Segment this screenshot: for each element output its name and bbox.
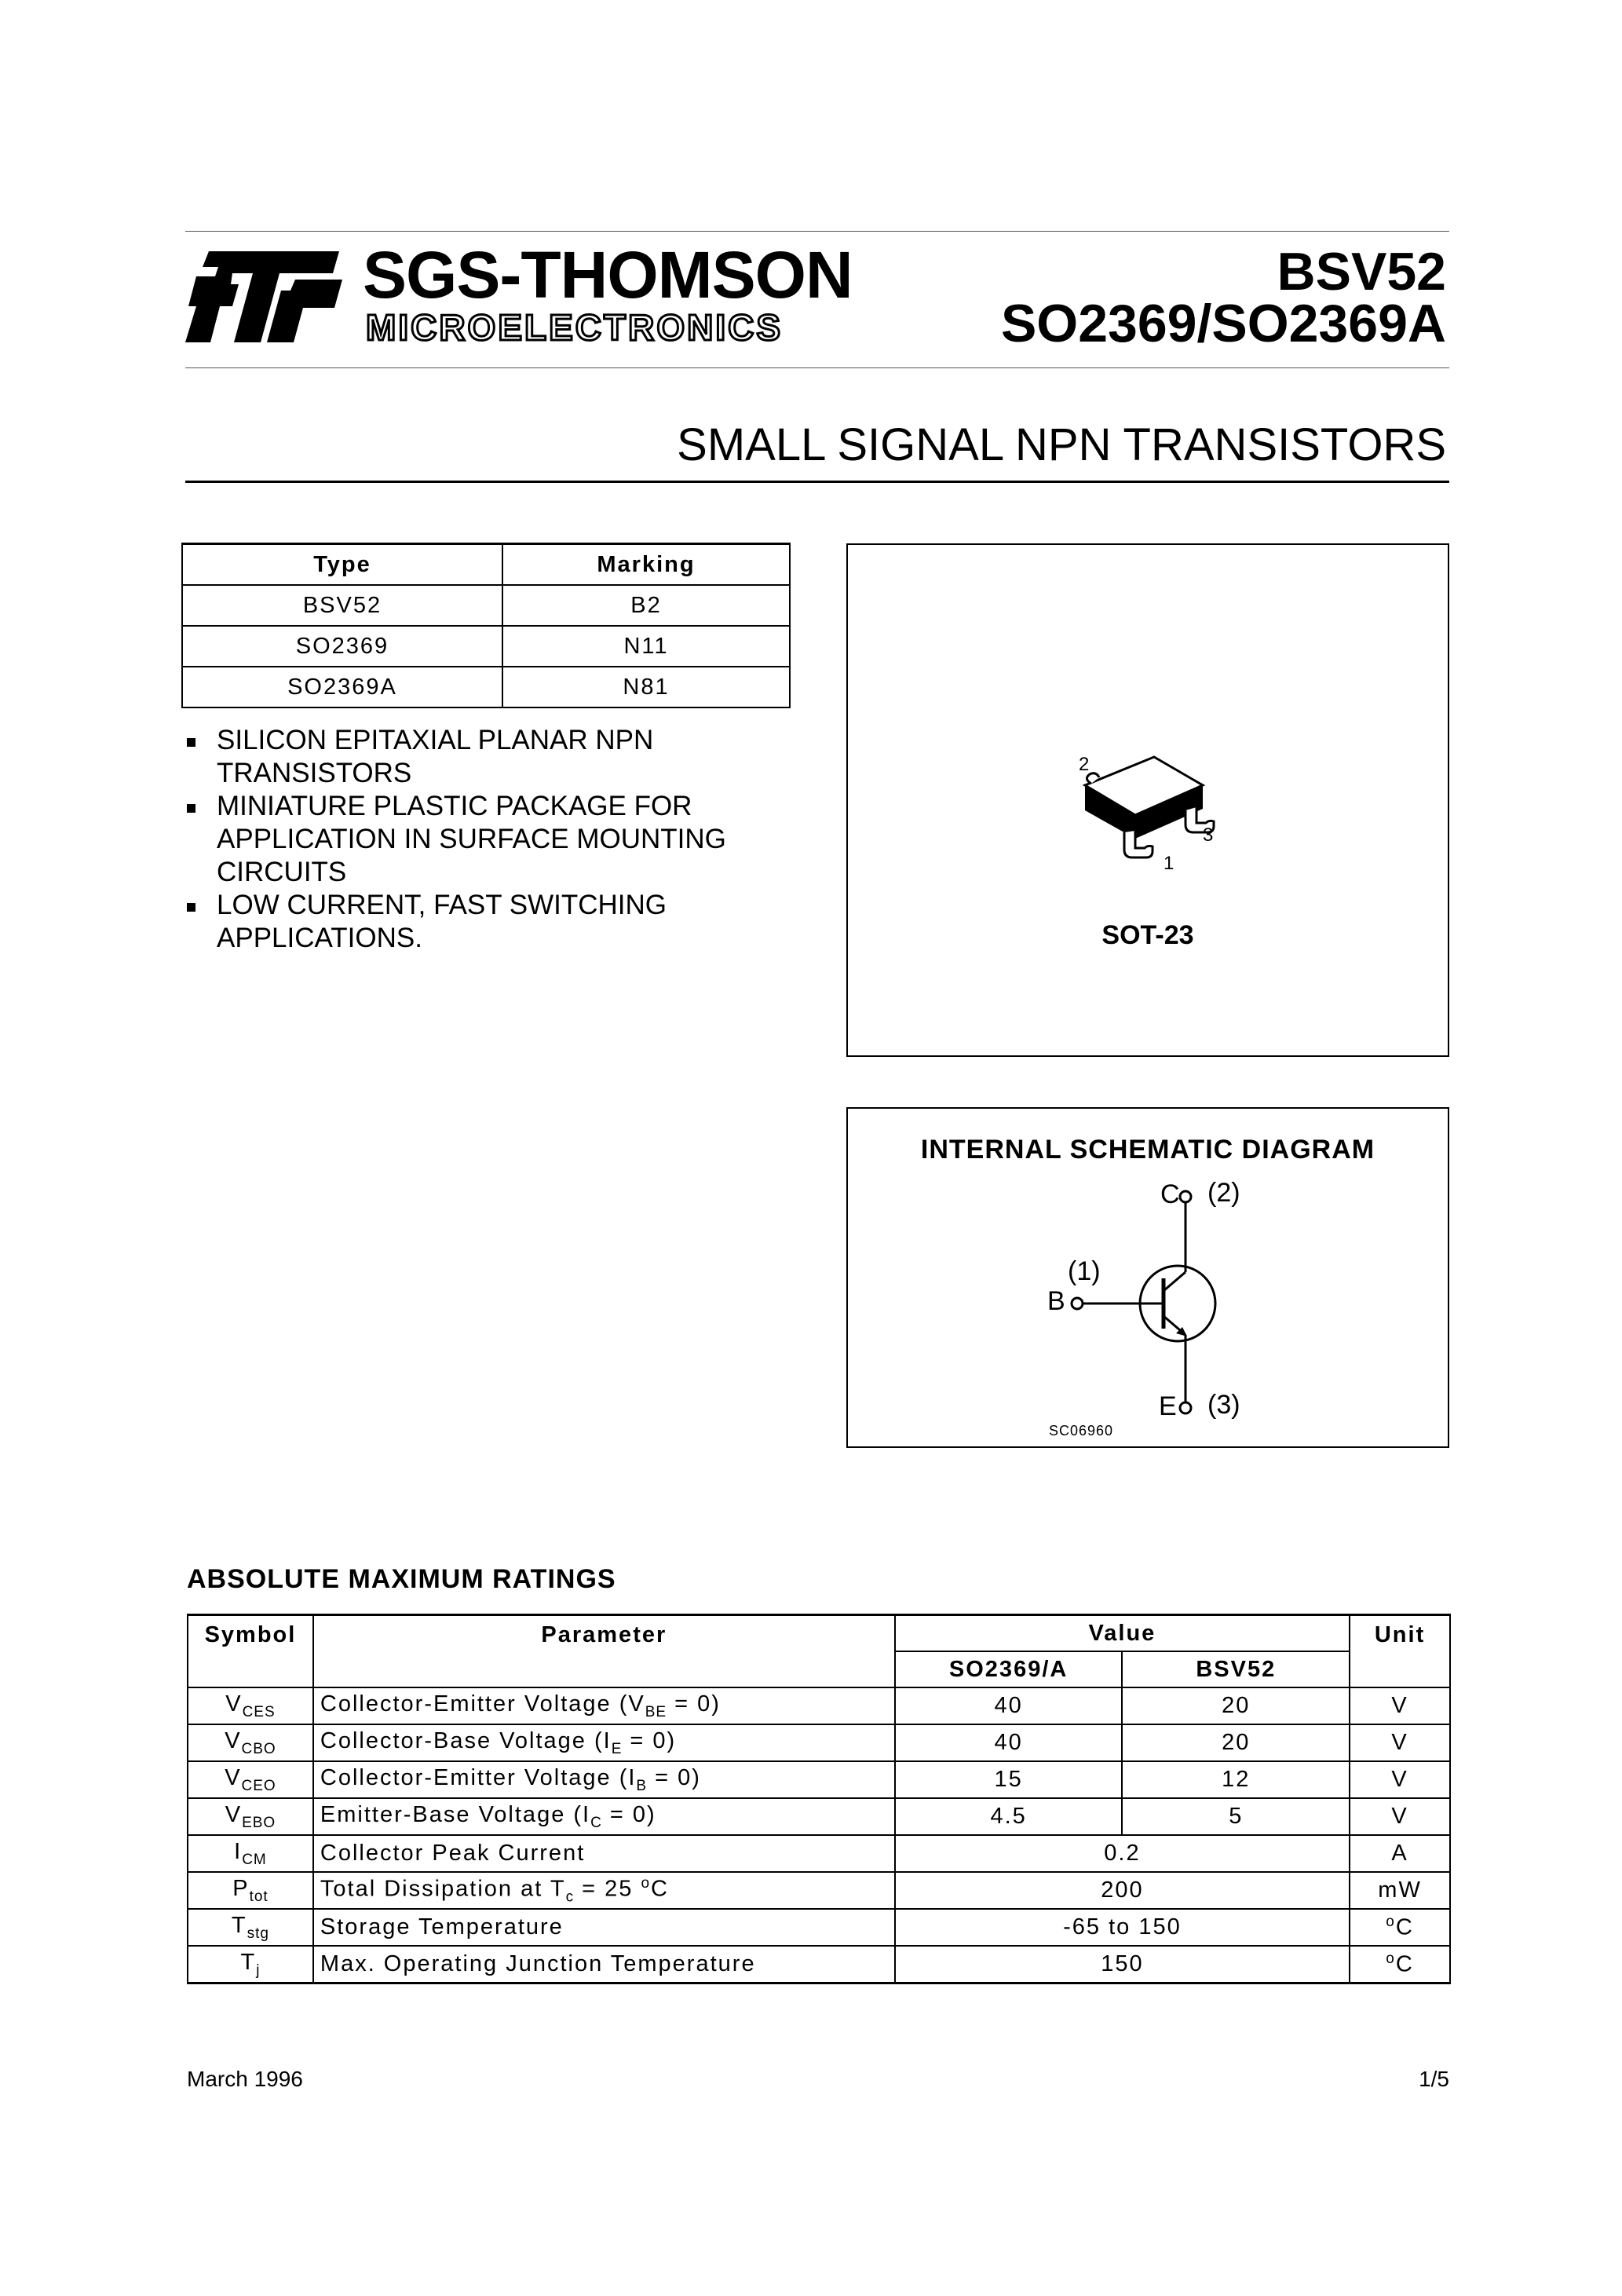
value-cell: -65 to 150 xyxy=(895,1909,1350,1946)
parameter-text: Collector-Emitter Voltage (V xyxy=(320,1691,645,1717)
symbol-subscript: CES xyxy=(242,1703,276,1720)
unit-cell: mW xyxy=(1350,1872,1450,1909)
symbol-subscript: j xyxy=(256,1961,261,1979)
parameter-tail-unit: C xyxy=(651,1876,669,1902)
parameter-cell xyxy=(313,1872,895,1909)
part-number-primary: BSV52 xyxy=(1277,242,1446,302)
type-cell: BSV52 xyxy=(182,585,502,626)
table-header-row xyxy=(182,544,790,586)
table-row xyxy=(188,1909,1450,1946)
footer-date: March 1996 xyxy=(187,2067,303,2091)
symbol-letter: V xyxy=(225,1727,242,1753)
symbol-letter: V xyxy=(225,1764,242,1790)
parameter-cell: Collector Peak Current xyxy=(313,1835,895,1872)
sot23-package-icon xyxy=(1068,744,1240,878)
column-header-type: Type xyxy=(182,544,502,586)
value-cell: 200 xyxy=(895,1872,1350,1909)
column-header-bsv52: BSV52 xyxy=(1122,1651,1350,1687)
pin-label-2: 2 xyxy=(1079,754,1090,775)
value-a-cell: 4.5 xyxy=(895,1798,1123,1835)
feature-item: LOW CURRENT, FAST SWITCHING APPLICATIONS. xyxy=(182,889,779,955)
unit-text: C xyxy=(1395,1914,1414,1940)
part-number-secondary: SO2369/SO2369A xyxy=(1000,294,1446,353)
table-row xyxy=(188,1872,1450,1909)
table-row xyxy=(188,1835,1450,1872)
unit-superscript: o xyxy=(1386,1951,1396,1968)
table-row xyxy=(182,585,790,626)
table-row xyxy=(182,667,790,707)
brand-subtitle: MICROELECTRONICS xyxy=(366,307,783,348)
collector-label: C xyxy=(1160,1179,1180,1209)
column-header-unit: Unit xyxy=(1350,1615,1450,1688)
symbol-subscript: tot xyxy=(249,1888,269,1905)
type-cell: SO2369 xyxy=(182,626,502,667)
emitter-label: E xyxy=(1159,1391,1177,1421)
value-cell: 150 xyxy=(895,1946,1350,1983)
table-row xyxy=(188,1724,1450,1761)
table-row xyxy=(188,1687,1450,1724)
parameter-cell xyxy=(313,1798,895,1835)
parameter-cell xyxy=(313,1687,895,1724)
value-b-cell: 20 xyxy=(1122,1687,1350,1724)
symbol-cell xyxy=(188,1687,313,1724)
parameter-subscript: E xyxy=(611,1740,623,1757)
marking-cell: B2 xyxy=(502,585,790,626)
symbol-letter: V xyxy=(225,1801,243,1827)
header-bottom-rule xyxy=(185,367,1449,368)
value-a-cell: 40 xyxy=(895,1687,1123,1724)
schematic-code: SC06960 xyxy=(1049,1423,1114,1439)
parameter-cell: Max. Operating Junction Temperature xyxy=(313,1946,895,1983)
parameter-text: Collector-Base Voltage (I xyxy=(320,1727,612,1753)
parameter-tail: = 0) xyxy=(667,1691,721,1717)
parameter-tail: = 0) xyxy=(647,1764,701,1790)
parameter-tail: = 0) xyxy=(601,1801,656,1827)
symbol-subscript: EBO xyxy=(242,1814,276,1831)
symbol-cell xyxy=(188,1909,313,1946)
type-marking-table xyxy=(181,543,791,708)
unit-cell: V xyxy=(1350,1687,1450,1724)
value-cell: 0.2 xyxy=(895,1835,1350,1872)
table-row xyxy=(188,1946,1450,1983)
parameter-text: Total Dissipation at T xyxy=(320,1876,566,1902)
symbol-cell xyxy=(188,1835,313,1872)
pin-label-1: 1 xyxy=(1164,853,1174,874)
table-row xyxy=(188,1798,1450,1835)
parameter-cell xyxy=(313,1761,895,1798)
table-row xyxy=(182,626,790,667)
unit-cell: V xyxy=(1350,1724,1450,1761)
symbol-cell xyxy=(188,1761,313,1798)
table-row xyxy=(188,1761,1450,1798)
feature-item: SILICON EPITAXIAL PLANAR NPN TRANSISTORS xyxy=(182,724,779,790)
value-a-cell: 40 xyxy=(895,1724,1123,1761)
symbol-letter: V xyxy=(225,1691,243,1717)
value-a-cell: 15 xyxy=(895,1761,1123,1798)
parameter-text: Emitter-Base Voltage (I xyxy=(320,1801,591,1827)
page-title: SMALL SIGNAL NPN TRANSISTORS xyxy=(677,419,1446,470)
collector-pin-label: (2) xyxy=(1207,1178,1240,1208)
value-b-cell: 20 xyxy=(1122,1724,1350,1761)
symbol-letter: I xyxy=(234,1838,243,1864)
symbol-subscript: CEO xyxy=(241,1777,276,1794)
value-b-cell: 12 xyxy=(1122,1761,1350,1798)
symbol-subscript: CM xyxy=(242,1851,267,1868)
symbol-subscript: stg xyxy=(247,1925,269,1942)
unit-cell xyxy=(1350,1946,1450,1983)
symbol-cell xyxy=(188,1798,313,1835)
symbol-cell xyxy=(188,1872,313,1909)
ratings-table xyxy=(187,1614,1451,1984)
unit-cell: A xyxy=(1350,1835,1450,1872)
emitter-pin-label: (3) xyxy=(1207,1390,1240,1420)
page-number: 1/5 xyxy=(1419,2067,1449,2091)
parameter-tail: = 25 xyxy=(574,1876,641,1902)
parameter-subscript: C xyxy=(590,1814,602,1831)
symbol-cell xyxy=(188,1946,313,1983)
ratings-header-row xyxy=(188,1615,1450,1652)
column-header-parameter: Parameter xyxy=(313,1615,895,1688)
parameter-subscript: B xyxy=(636,1777,648,1794)
base-label: B xyxy=(1047,1286,1065,1316)
column-header-value: Value xyxy=(895,1615,1350,1652)
brand-title: SGS-THOMSON xyxy=(363,238,853,312)
base-pin-label: (1) xyxy=(1068,1256,1101,1286)
symbol-letter: T xyxy=(231,1912,247,1938)
marking-cell: N81 xyxy=(502,667,790,707)
unit-text: C xyxy=(1395,1951,1414,1977)
unit-cell: V xyxy=(1350,1798,1450,1835)
value-b-cell: 5 xyxy=(1122,1798,1350,1835)
ratings-title: ABSOLUTE MAXIMUM RATINGS xyxy=(187,1564,616,1594)
parameter-subscript: c xyxy=(565,1888,575,1906)
pin-label-3: 3 xyxy=(1203,824,1214,846)
column-header-marking: Marking xyxy=(502,544,790,586)
feature-item: MINIATURE PLASTIC PACKAGE FOR APPLICATION IN SURFACE MOUNTING CIRCUITS xyxy=(182,790,779,889)
unit-cell: V xyxy=(1350,1761,1450,1798)
parameter-tail: = 0) xyxy=(622,1727,677,1753)
column-header-so2369a: SO2369/A xyxy=(895,1651,1123,1687)
symbol-cell xyxy=(188,1724,313,1761)
degree-superscript: o xyxy=(641,1874,652,1892)
parameter-text: Collector-Emitter Voltage (I xyxy=(320,1764,637,1790)
column-header-symbol: Symbol xyxy=(188,1615,313,1688)
package-label: SOT-23 xyxy=(1101,920,1194,950)
header-top-rule xyxy=(185,231,1449,232)
marking-cell: N11 xyxy=(502,626,790,667)
symbol-letter: P xyxy=(232,1875,250,1901)
st-logo-icon xyxy=(185,245,342,347)
feature-list xyxy=(182,724,779,955)
parameter-cell: Storage Temperature xyxy=(313,1909,895,1946)
type-cell: SO2369A xyxy=(182,667,502,707)
symbol-subscript: CBO xyxy=(241,1740,276,1757)
unit-superscript: o xyxy=(1386,1914,1396,1931)
unit-cell xyxy=(1350,1909,1450,1946)
schematic-title: INTERNAL SCHEMATIC DIAGRAM xyxy=(920,1135,1375,1164)
parameter-cell xyxy=(313,1724,895,1761)
title-rule xyxy=(185,481,1449,483)
parameter-subscript: BE xyxy=(645,1703,667,1720)
symbol-letter: T xyxy=(240,1949,257,1975)
